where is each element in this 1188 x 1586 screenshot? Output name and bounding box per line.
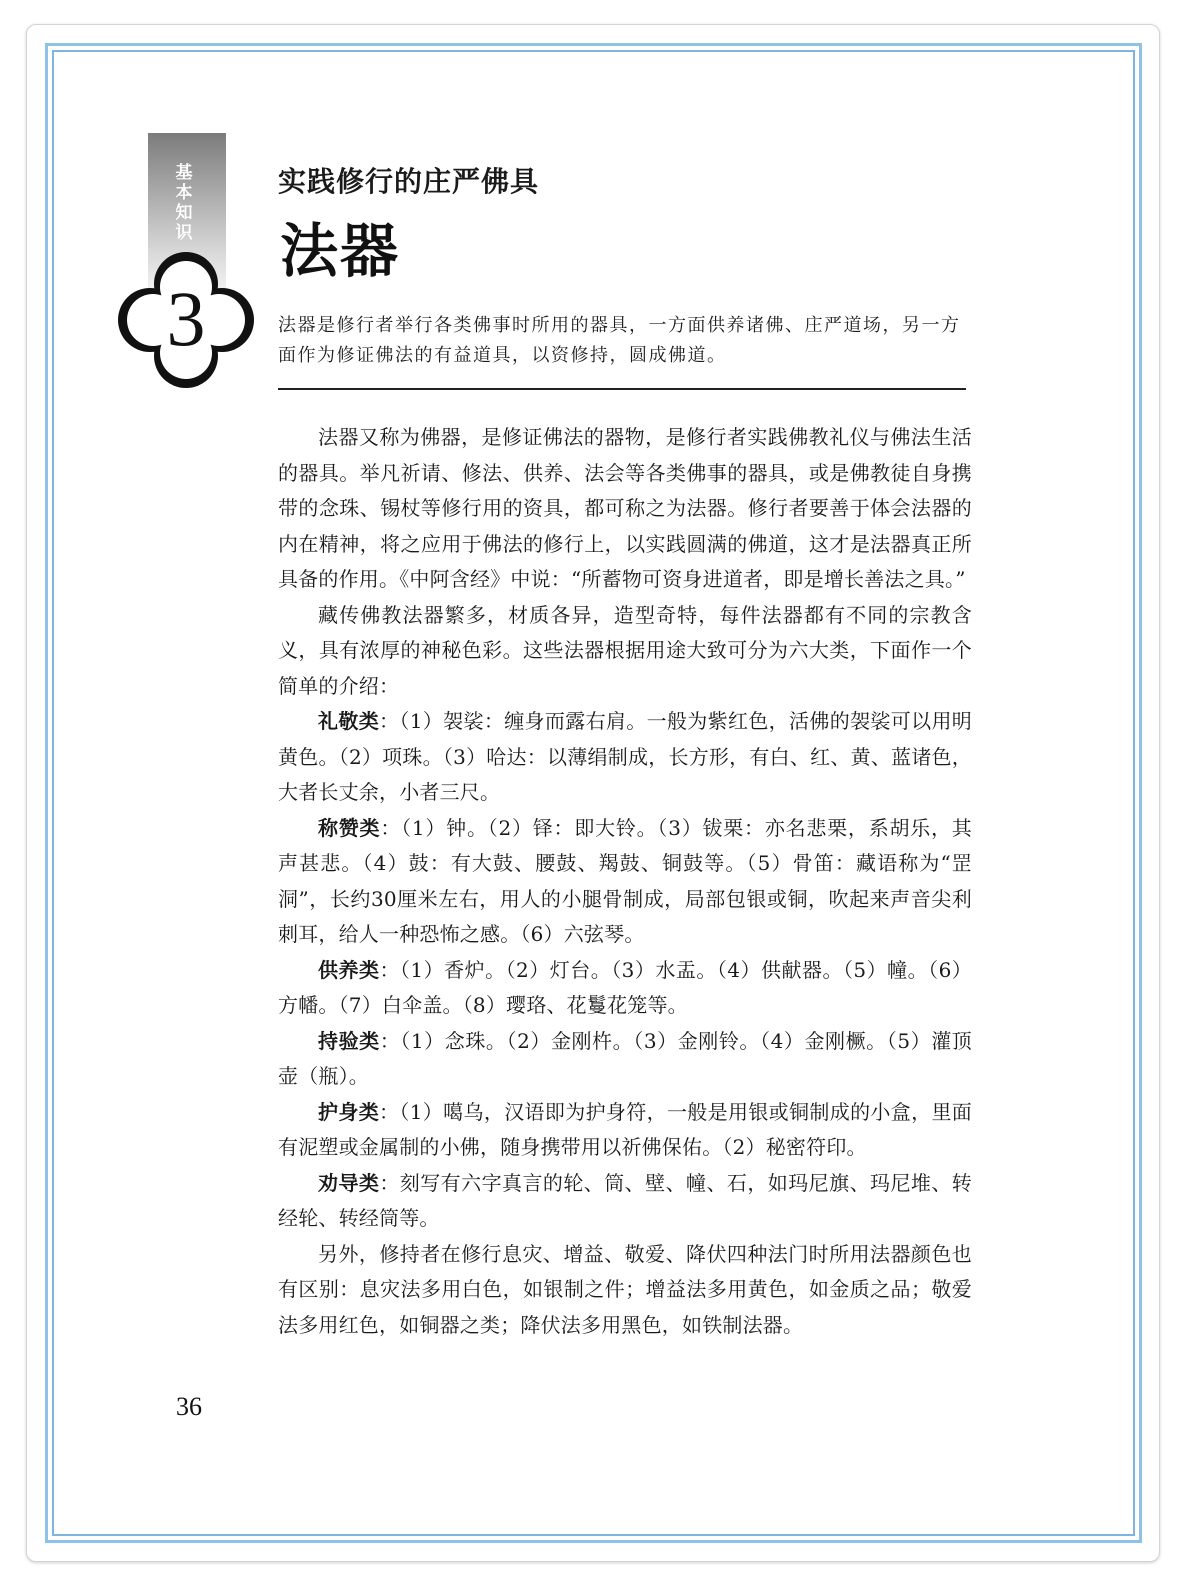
category-text: ：（1）念珠。（2）金刚杵。（3）金刚铃。（4）金刚橛。（5）灌顶壶（瓶）。 (278, 1028, 972, 1088)
category-paragraph (278, 1024, 972, 1095)
category-text: ：（1）香炉。（2）灯台。（3）水盂。（4）供献器。（5）幢。（6）方幡。（7）白伞盖。（8）璎珞、花鬘花笼等。 (278, 957, 972, 1017)
category-text: ：（1）噶乌，汉语即为护身符，一般是用银或铜制成的小盒，里面有泥塑或金属制的小佛，随身携带用以祈佛保佑。（2）秘密符印。 (278, 1099, 972, 1159)
category-paragraph (278, 1166, 972, 1237)
category-name: 持验类 (318, 1028, 380, 1053)
cloud-badge-icon (116, 250, 256, 390)
category-paragraph (278, 953, 972, 1024)
category-paragraph (278, 811, 972, 953)
category-name: 劝导类 (318, 1170, 380, 1195)
page-title: 法器 (280, 217, 401, 285)
category-text: ：（1）钟。（2）铎：即大铃。（3）钹栗：亦名悲栗，系胡乐，其声甚悲。（4）鼓：有大鼓、腰鼓、羯鼓、铜鼓等。（5）骨笛：藏语称为“罡洞”，长约30厘米左右，用人的小腿骨制成，局部包银或铜，吹起来声音尖利刺耳，给人一种恐怖之感。（6）六弦琴。 (278, 815, 973, 946)
intro-paragraph: 法器是修行者举行各类佛事时所用的器具，一方面供养诸佛、庄严道场，另一方面作为修证佛法的有益道具，以资修持，圆成佛道。 (278, 315, 961, 366)
category-name: 护身类 (318, 1099, 380, 1124)
category-name: 礼敬类 (318, 709, 380, 733)
chapter-number: 3 (166, 275, 206, 362)
category-name: 称赞类 (318, 815, 381, 840)
category-text: ：刻写有六字真言的轮、筒、壁、幢、石，如玛尼旗、玛尼堆、转经轮、转经筒等。 (278, 1170, 972, 1230)
category-paragraph (278, 1095, 972, 1166)
category-paragraph (278, 704, 972, 811)
paragraph-2: 藏传佛教法器繁多，材质各异，造型奇特，每件法器都有不同的宗教含义，具有浓厚的神秘色彩。这些法器根据用途大致可分为六大类，下面作一个简单的介绍： (278, 602, 972, 698)
section-tab-label: 基本知识 (175, 163, 193, 243)
chapter-number-badge (116, 250, 256, 390)
subtitle: 实践修行的庄严佛具 (278, 165, 540, 198)
category-text: ：（1）袈裟：缠身而露右肩。一般为紫红色，活佛的袈裟可以用明黄色。（2）项珠。（3）哈达：以薄绢制成，长方形，有白、红、黄、蓝诸色，大者长丈余，小者三尺。 (278, 709, 972, 804)
paragraph-1: 法器又称为佛器，是修证佛法的器物，是修行者实践佛教礼仪与佛法生活的器具。举凡祈请、修法、供养、法会等各类佛事的器具，或是佛教徒自身携带的念珠、锡杖等修行用的资具，都可称之为法器。修行者要善于体会法器的内在精神，将之应用于佛法的修行上，以实践圆满的佛道，这才是法器真正所具备的作用。《中阿含经》中说：“所蓄物可资身进道者，即是增长善法之具。” (278, 425, 972, 591)
category-name: 供养类 (318, 957, 380, 982)
paragraph-last: 另外，修持者在修行息灾、增益、敬爱、降伏四种法门时所用法器颜色也有区别：息灾法多用白色，如银制之件；增益法多用黄色，如金质之品；敬爱法多用红色，如铜器之类；降伏法多用黑色，如铁制法器。 (278, 1241, 972, 1337)
divider (278, 388, 966, 390)
page-number: 36 (176, 1392, 202, 1421)
body-text (278, 420, 972, 1343)
